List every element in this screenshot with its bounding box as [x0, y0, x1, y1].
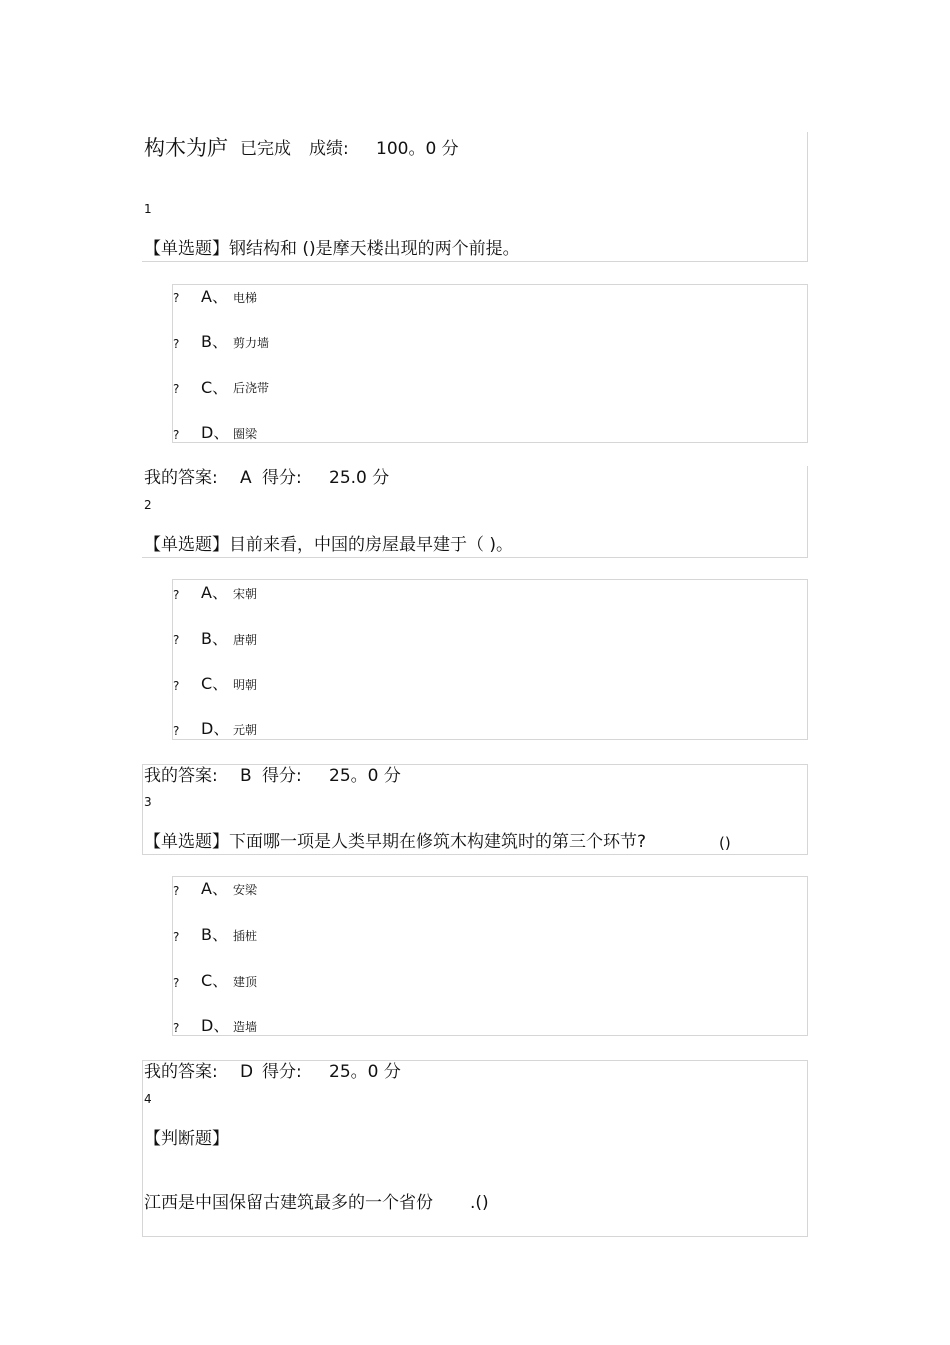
points-value: 25.0 分 — [329, 468, 390, 488]
question-stem: 【单选题】目前来看，中国的房屋最早建于（ )。 — [144, 535, 514, 555]
question-stem: 【单选题】钢结构和 ()是摩天楼出现的两个前提。 — [144, 239, 520, 259]
completion-status: 已完成 — [240, 139, 291, 159]
option-text: 圈梁 — [233, 427, 258, 441]
option-letter: C、 — [201, 378, 229, 397]
option-text: 电梯 — [233, 291, 258, 305]
my-answer-label: 我的答案: — [144, 468, 218, 488]
radio-icon[interactable]: ? — [173, 884, 180, 898]
radio-icon[interactable]: ? — [173, 382, 180, 396]
points-label: 得分: — [262, 1062, 302, 1082]
question-statement: 江西是中国保留古建筑最多的一个省份 — [144, 1193, 433, 1213]
option-text: 剪力墙 — [233, 336, 270, 350]
radio-icon[interactable]: ? — [173, 976, 180, 990]
option-text: 建顶 — [233, 975, 258, 989]
options-box — [172, 579, 808, 740]
question-number: 3 — [144, 795, 152, 809]
radio-icon[interactable]: ? — [173, 428, 180, 442]
points-label: 得分: — [262, 766, 302, 786]
option-text: 插桩 — [233, 929, 258, 943]
option-letter: D、 — [201, 1016, 230, 1035]
my-answer-value: A — [240, 468, 252, 488]
option-letter: D、 — [201, 423, 230, 442]
option-letter: A、 — [201, 287, 228, 306]
radio-icon[interactable]: ? — [173, 633, 180, 647]
option-text: 安梁 — [233, 883, 258, 897]
question-statement-suffix: .() — [470, 1193, 489, 1213]
question-stem-suffix: () — [719, 834, 731, 852]
score-value: 100。0 分 — [376, 139, 459, 159]
radio-icon[interactable]: ? — [173, 930, 180, 944]
option-letter: B、 — [201, 332, 228, 351]
question-number: 2 — [144, 498, 152, 512]
my-answer-label: 我的答案: — [144, 1062, 218, 1082]
my-answer-value: B — [240, 766, 252, 786]
points-value: 25。0 分 — [329, 1062, 401, 1082]
question-stem: 【单选题】下面哪一项是人类早期在修筑木构建筑时的第三个环节? — [144, 832, 647, 852]
option-text: 明朝 — [233, 678, 258, 692]
radio-icon[interactable]: ? — [173, 1021, 180, 1035]
question-number: 1 — [144, 202, 152, 216]
points-value: 25。0 分 — [329, 766, 401, 786]
option-letter: D、 — [201, 719, 230, 738]
option-letter: B、 — [201, 629, 228, 648]
option-letter: A、 — [201, 583, 228, 602]
question-number: 4 — [144, 1092, 152, 1106]
option-text: 唐朝 — [233, 633, 258, 647]
radio-icon[interactable]: ? — [173, 679, 180, 693]
options-box — [172, 876, 808, 1036]
radio-icon[interactable]: ? — [173, 291, 180, 305]
option-letter: B、 — [201, 925, 228, 944]
option-letter: C、 — [201, 971, 229, 990]
my-answer-label: 我的答案: — [144, 766, 218, 786]
option-text: 宋朝 — [233, 587, 258, 601]
question-stem: 【判断题】 — [144, 1129, 229, 1149]
points-label: 得分: — [262, 468, 302, 488]
radio-icon[interactable]: ? — [173, 724, 180, 738]
my-answer-value: D — [240, 1062, 254, 1082]
score-label: 成绩: — [309, 139, 349, 159]
option-letter: A、 — [201, 879, 228, 898]
option-text: 元朝 — [233, 723, 258, 737]
page-title: 构木为庐 — [144, 136, 228, 160]
radio-icon[interactable]: ? — [173, 337, 180, 351]
option-text: 后浇带 — [233, 381, 270, 395]
options-box — [172, 284, 808, 443]
radio-icon[interactable]: ? — [173, 588, 180, 602]
option-text: 造墙 — [233, 1020, 258, 1034]
option-letter: C、 — [201, 674, 229, 693]
